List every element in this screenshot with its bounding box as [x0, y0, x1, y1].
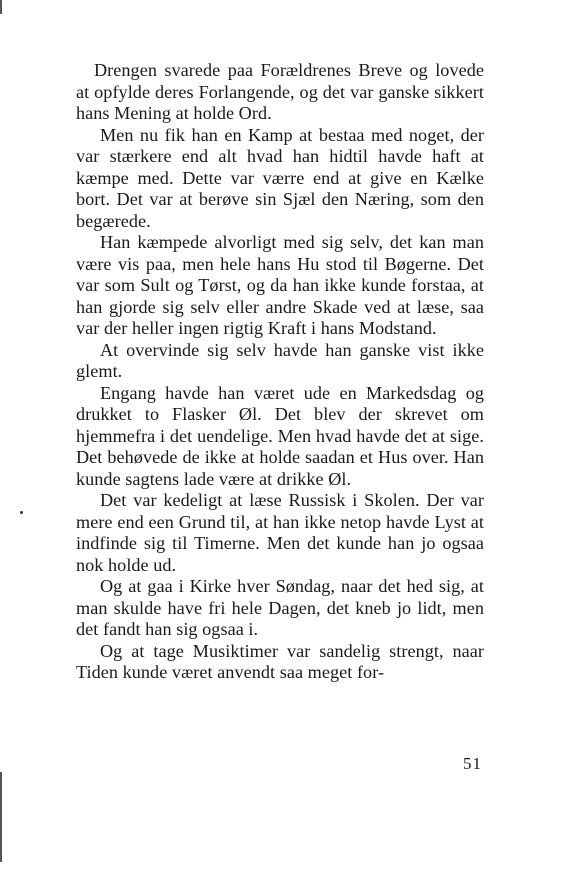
- body-text: [76, 60, 484, 684]
- page-edge-mark-bottom: [0, 772, 2, 862]
- paragraph-5: Engang havde han været ude en Markedsdag og drukket to Flasker Øl. Det blev der skrevet om hjemmefra i det uendelige. Men hvad havde det at sige. Det behøvede de ikke at holde saadan et Hus over. Han kunde sagtens lade være at drikke Øl.: [76, 382, 484, 489]
- page-edge-mark-top: [0, 0, 2, 14]
- ink-speck: [20, 511, 23, 514]
- page-number: 51: [463, 754, 482, 773]
- paragraph-2: Men nu fik han en Kamp at bestaa med noget, der var stærkere end alt hvad han hidtil havde haft at kæmpe med. Dette var værre end at give en Kælke bort. Det var at berøve sin Sjæl den Næring, som den begærede.: [76, 124, 484, 231]
- paragraph-4: At overvinde sig selv havde han ganske vist ikke glemt.: [76, 339, 484, 381]
- paragraph-6: Det var kedeligt at læse Russisk i Skolen. Der var mere end een Grund til, at han ikke netop havde Lyst at indfinde sig til Timerne. Men det kunde han jo ogsaa nok holde ud.: [76, 490, 484, 575]
- paragraph-1: Drengen svarede paa Forældrenes Breve og lovede at opfylde deres Forlangende, og det var ganske sikkert hans Mening at holde Ord.: [76, 60, 484, 123]
- paragraph-8: Og at tage Musiktimer var sandelig strengt, naar Tiden kunde været anvendt saa meget for-: [76, 640, 484, 682]
- paragraph-3: Han kæmpede alvorligt med sig selv, det kan man være vis paa, men hele hans Hu stod til Bøgerne. Det var som Sult og Tørst, og da han ikke kunde forstaa, at han gjorde sig selv eller andre Skade ved at læse, saa var der heller ingen rigtig Kraft i hans Modstand.: [76, 232, 484, 338]
- paragraph-7: Og at gaa i Kirke hver Søndag, naar det hed sig, at man skulde have fri hele Dagen, det kneb jo lidt, men det fandt han sig ogsaa i.: [76, 576, 484, 639]
